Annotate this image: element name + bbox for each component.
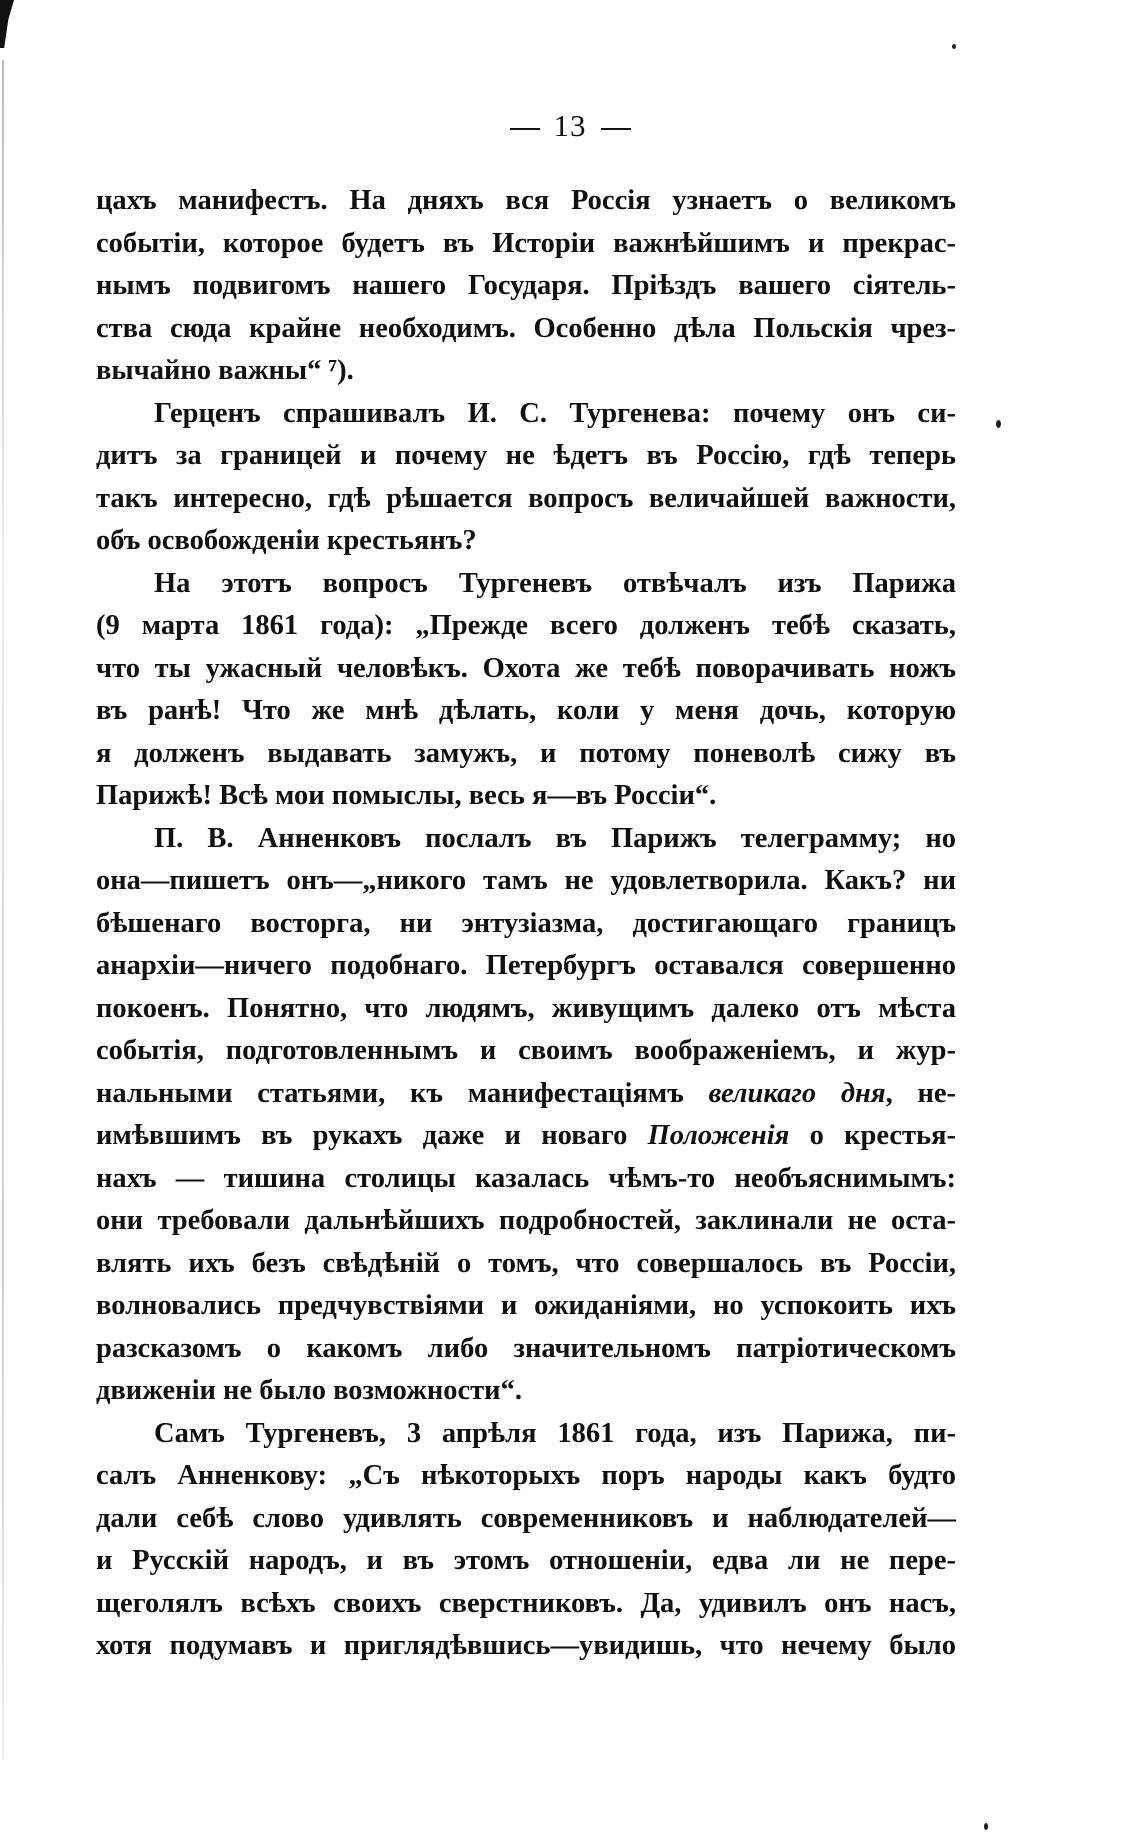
page-number — [0, 108, 1140, 144]
text-line: Самъ Тургеневъ, 3 апрѣля 1861 года, изъ Парижа, пи- — [154, 1417, 956, 1449]
text-line: цахъ манифестъ. На дняхъ вся Россія узнаетъ о великомъ — [96, 185, 956, 216]
text-line: объ освобожденіи крестьянъ? — [96, 525, 477, 556]
text-line: движеніи не было возможности“. — [96, 1375, 522, 1406]
scan-speck — [996, 420, 1001, 428]
text-line: покоенъ. Понятно, что людямъ, живущимъ далеко отъ мѣста — [96, 992, 956, 1024]
text-line: нальными статьями, къ манифестаціямъ великаго дня, не- — [96, 1077, 957, 1109]
text-line: имѣвшимъ въ рукахъ даже и новаго Положенія о крестья- — [96, 1120, 956, 1151]
scan-corner-mark — [0, 0, 14, 48]
text-line: влять ихъ безъ свѣдѣній о томъ, что совершалось въ Россіи, — [96, 1247, 956, 1279]
scan-speck — [984, 1823, 988, 1830]
text-line: Парижѣ! Всѣ мои помыслы, весь я—въ Россіи“. — [96, 780, 717, 811]
text-line: салъ Анненкову: „Съ нѣкоторыхъ поръ народы какъ будто — [96, 1460, 956, 1491]
page-number-dash-right — [601, 128, 631, 130]
text-line: На этотъ вопросъ Тургеневъ отвѣчалъ изъ Парижа — [154, 567, 956, 599]
text-line: въ ранѣ! Что же мнѣ дѣлать, коли у меня дочь, которую — [96, 695, 956, 726]
text-line: такъ интересно, гдѣ рѣшается вопросъ величайшей важности, — [96, 482, 956, 514]
text-line: щеголялъ всѣхъ своихъ сверстниковъ. Да, удивилъ онъ насъ, — [96, 1587, 956, 1619]
text-line: событіи, которое будетъ въ Исторіи важнѣйшимъ и прекрас- — [96, 227, 956, 259]
text-line: разсказомъ о какомъ либо значительномъ патріотическомъ — [96, 1332, 956, 1364]
text-line: дали себѣ слово удивлять современниковъ и наблюдателей— — [96, 1502, 956, 1534]
text-line: нымъ подвигомъ нашего Государя. Пріѣздъ вашего сіятель- — [96, 270, 956, 301]
scan-speck — [952, 44, 956, 49]
text-line: ства сюда крайне необходимъ. Особенно дѣла Польскія чрез- — [96, 312, 956, 344]
text-line: бѣшенаго восторга, ни энтузіазма, достигающаго границъ — [96, 907, 956, 939]
text-line: Герценъ спрашивалъ И. С. Тургенева: почему онъ си- — [154, 397, 956, 429]
text-line: событія, подготовленнымъ и своимъ воображеніемъ, и жур- — [96, 1035, 956, 1066]
text-line: П. В. Анненковъ послалъ въ Парижъ телеграмму; но — [154, 822, 956, 854]
text-line: нахъ — тишина столицы казалась чѣмъ-то необъяснимымъ: — [96, 1162, 956, 1194]
text-line: хотя подумавъ и приглядѣвшись—увидишь, что нечему было — [96, 1630, 956, 1661]
text-line: (9 марта 1861 года): „Прежде всего долженъ тебѣ сказать, — [96, 610, 956, 641]
body-text — [96, 180, 956, 1668]
italic-phrase: Положенія — [647, 1120, 790, 1151]
text-line: я долженъ выдавать замужъ, и потому поневолѣ сижу въ — [96, 737, 956, 769]
scan-left-edge — [2, 60, 4, 1760]
italic-phrase: великаго дня — [708, 1077, 886, 1109]
text-line: вычайно важны“ ⁷). — [96, 355, 354, 386]
text-line: дитъ за границей и почему не ѣдетъ въ Россію, гдѣ теперь — [96, 440, 956, 471]
text-line: они требовали дальнѣйшихъ подробностей, заклинали не оста- — [96, 1205, 956, 1236]
page-number-value: 13 — [553, 108, 587, 143]
text-line: она—пишетъ онъ—„никого тамъ не удовлетворила. Какъ? ни — [96, 865, 956, 896]
text-line: что ты ужасный человѣкъ. Охота же тебѣ поворачивать ножъ — [96, 652, 956, 684]
page-number-dash-left — [510, 128, 540, 130]
text-line: волновались предчувствіями и ожиданіями, но успокоить ихъ — [96, 1290, 956, 1321]
text-line: анархіи—ничего подобнаго. Петербургъ оставался совершенно — [96, 950, 956, 981]
text-line: и Русскій народъ, и въ этомъ отношеніи, едва ли не пере- — [96, 1545, 956, 1576]
